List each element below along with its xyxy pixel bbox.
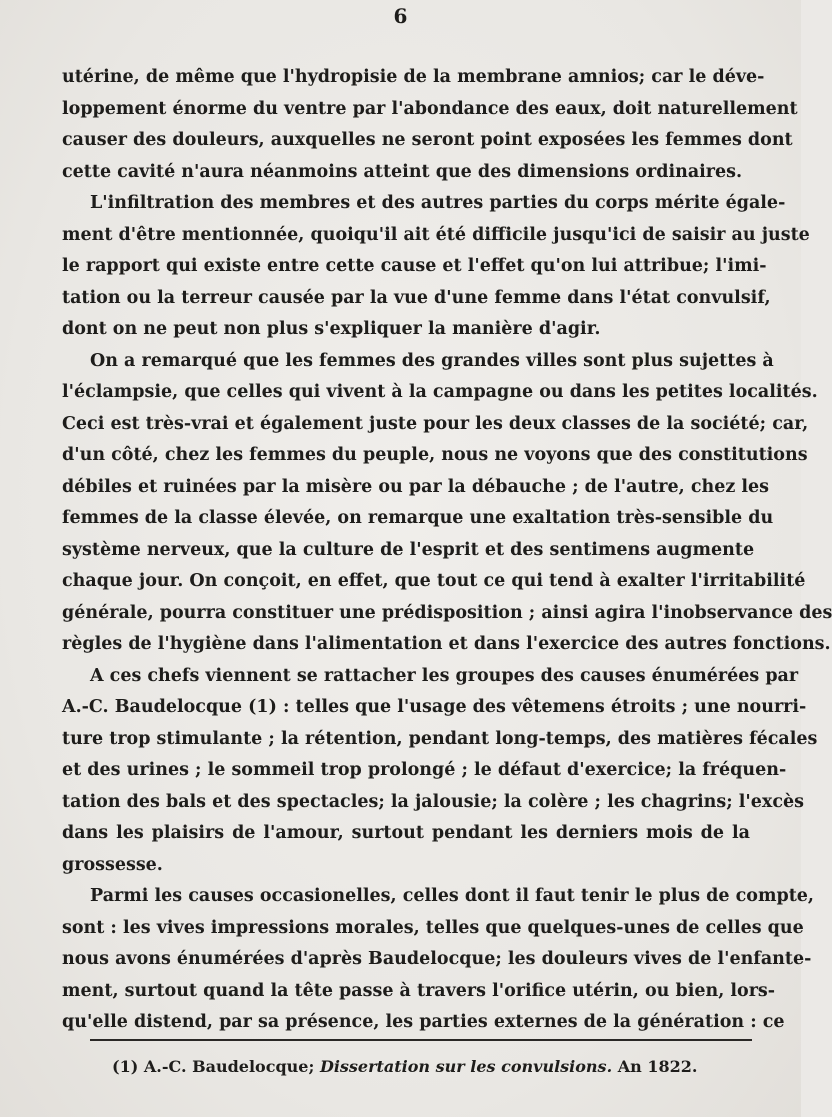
- text-line: Ceci est très-vrai et également juste pour les deux classes de la société; car,: [62, 413, 809, 434]
- text-line: ment d'être mentionnée, quoiqu'il ait été difficile jusqu'ici de saisir au juste: [62, 224, 810, 245]
- text-line: L'infiltration des membres et des autres parties du corps mérite égale-: [90, 193, 786, 213]
- text-line: et des urines ; le sommeil trop prolongé ; le défaut d'exercice; la fréquen-: [62, 760, 787, 780]
- text-line: On a remarqué que les femmes des grandes villes sont plus sujettes à: [90, 350, 774, 371]
- text-line: l'éclampsie, que celles qui vivent à la campagne ou dans les petites localités.: [62, 382, 818, 402]
- body-text: [62, 62, 832, 1039]
- text-line: dont on ne peut non plus s'expliquer la manière d'agir.: [62, 319, 601, 339]
- footnote-marker: (1): [112, 1057, 139, 1076]
- text-line: le rapport qui existe entre cette cause et l'effet qu'on lui attribue; l'imi-: [62, 256, 767, 276]
- text-line: nous avons énumérées d'après Baudelocque; les douleurs vives de l'enfante-: [62, 949, 812, 969]
- text-line: tation des bals et des spectacles; la jalousie; la colère ; les chagrins; l'excès: [62, 791, 804, 812]
- text-line: système nerveux, que la culture de l'esprit et des sentimens augmente: [62, 539, 755, 560]
- text-line: grossesse.: [62, 854, 163, 875]
- text-line: causer des douleurs, auxquelles ne seront point exposées les femmes dont: [62, 130, 793, 150]
- page-number: 6: [393, 4, 408, 28]
- text-line: A.-C. Baudelocque (1) : telles que l'usage des vêtemens étroits ; une nourri-: [62, 697, 807, 717]
- footnote-title: Dissertation sur les convulsions.: [319, 1057, 613, 1076]
- text-line: loppement énorme du ventre par l'abondance des eaux, doit naturellement: [62, 98, 798, 119]
- footnote-divider: [90, 1039, 752, 1041]
- text-line: règles de l'hygiène dans l'alimentation et dans l'exercice des autres fonctions.: [62, 634, 831, 654]
- text-line: débiles et ruinées par la misère ou par la débauche ; de l'autre, chez les: [62, 476, 769, 497]
- text-line: dans les plaisirs de l'amour, surtout pendant les derniers mois de la: [62, 823, 750, 843]
- text-line: d'un côté, chez les femmes du peuple, nous ne voyons que des constitutions: [62, 445, 808, 465]
- text-line: femmes de la classe élevée, on remarque une exaltation très-sensible du: [62, 508, 774, 528]
- text-line: qu'elle distend, par sa présence, les parties externes de la génération : ce: [62, 1012, 785, 1032]
- text-line: cette cavité n'aura néanmoins atteint que des dimensions ordinaires.: [62, 161, 743, 182]
- text-line: générale, pourra constituer une prédisposition ; ainsi agira l'inobservance des: [62, 602, 832, 623]
- text-line: tation ou la terreur causée par la vue d'une femme dans l'état convulsif,: [62, 287, 771, 308]
- text-line: sont : les vives impressions morales, telles que quelques-unes de celles que: [62, 917, 804, 938]
- text-line: utérine, de même que l'hydropisie de la membrane amnios; car le déve-: [62, 67, 765, 87]
- footnote-year: An 1822.: [617, 1057, 698, 1076]
- text-line: A ces chefs viennent se rattacher les groupes des causes énumérées par: [90, 665, 799, 686]
- text-line: ment, surtout quand la tête passe à travers l'orifice utérin, ou bien, lors-: [62, 980, 776, 1001]
- footnote: [112, 1055, 752, 1079]
- footnote-author: A.-C. Baudelocque;: [143, 1057, 315, 1076]
- text-line: ture trop stimulante ; la rétention, pendant long-temps, des matières fécales: [62, 728, 818, 749]
- text-line: Parmi les causes occasionelles, celles dont il faut tenir le plus de compte,: [90, 886, 815, 906]
- text-line: chaque jour. On conçoit, en effet, que tout ce qui tend à exalter l'irritabilité: [62, 571, 806, 591]
